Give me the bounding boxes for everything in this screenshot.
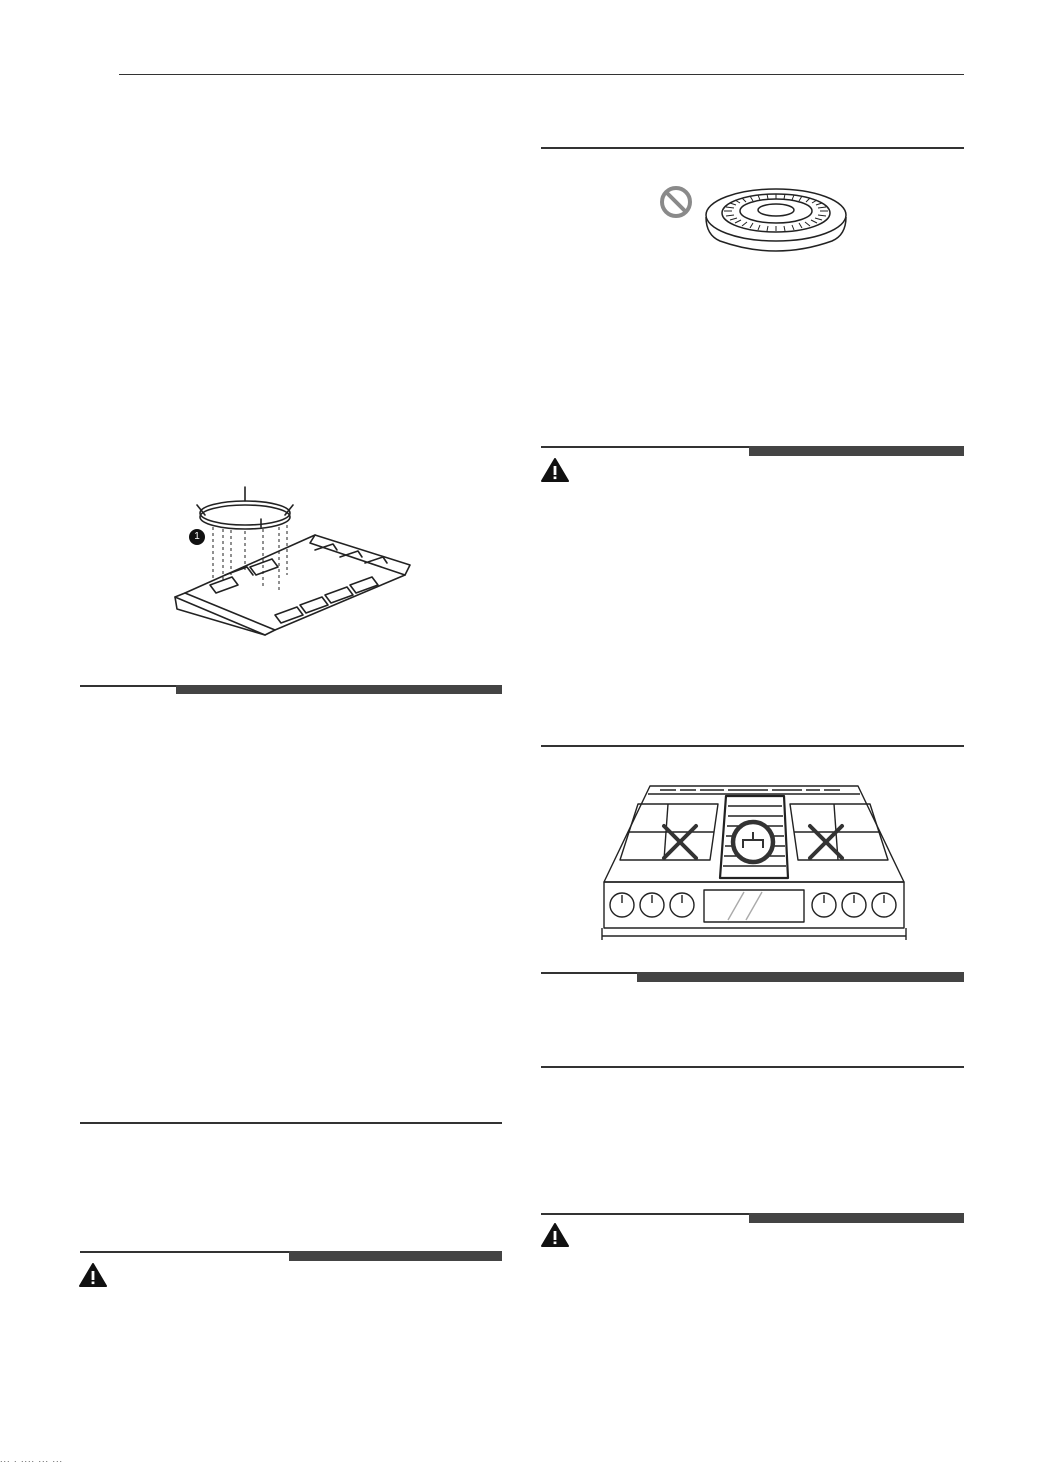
- warning-triangle-icon: [541, 457, 569, 483]
- wok-ring-grate-illustration: [165, 475, 425, 640]
- burner-cap-illustration: [702, 183, 850, 263]
- callout-1-badge: 1: [189, 529, 205, 545]
- section-bar-right-3: [637, 972, 964, 982]
- header-rule: [119, 74, 964, 75]
- section-bar-left-1: [176, 685, 502, 694]
- warning-bar-right-2: [749, 1213, 964, 1223]
- warning-bar-right-1: [749, 446, 964, 456]
- warning-triangle-icon: [541, 1222, 569, 1248]
- section-rule-right-1: [541, 147, 964, 149]
- section-rule-right-2: [541, 745, 964, 747]
- warning-bar-left: [289, 1251, 502, 1261]
- warning-triangle-icon: [79, 1262, 107, 1288]
- prohibition-icon: [658, 184, 694, 220]
- range-cooktop-illustration: [598, 782, 910, 942]
- section-rule-right-4: [541, 1066, 964, 1068]
- footer-fragment: ... . .... ... ...: [0, 1454, 64, 1464]
- section-rule-left-2: [80, 1122, 502, 1124]
- o-mark-icon: [733, 822, 773, 862]
